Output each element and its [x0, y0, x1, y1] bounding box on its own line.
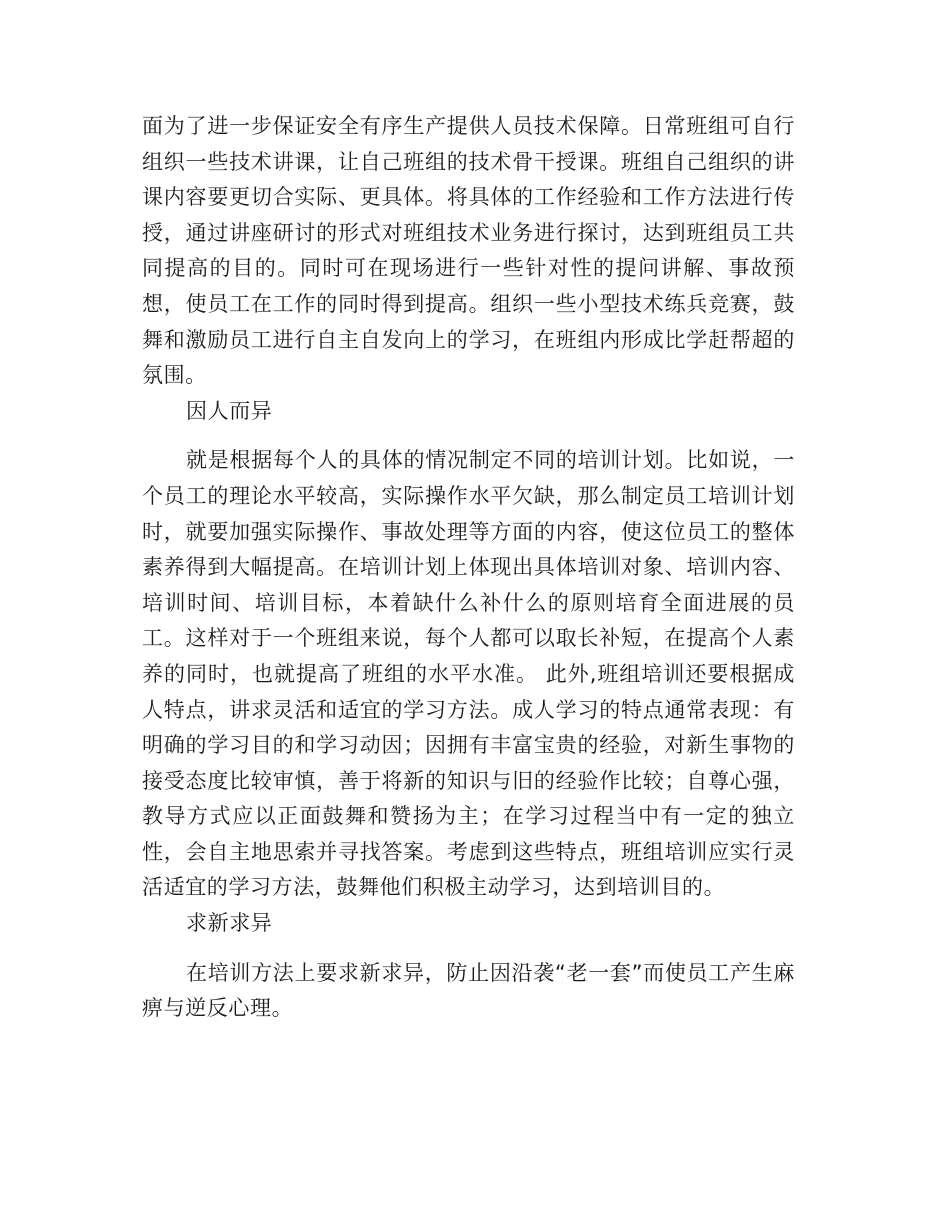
section-heading-individualized: 因人而异 [186, 398, 273, 423]
paragraph-technical-training: 面为了进一步保证安全有序生产提供人员技术保障。日常班组可自行组织一些技术讲课，让自己班组的技术骨干授课。班组自己组织的讲课内容要更切合实际、更具体。将具体的工作经验和工作方法进行传授，通过讲座研讨的形式对班组技术业务进行探讨，达到班组员工共同提高的目的。同时可在现场进行一些针对性的提问讲解、事故预想，使员工在工作的同时得到提高。组织一些小型技术练兵竞赛，鼓舞和激励员工进行自主自发向上的学习，在班组内形成比学赶帮超的氛围。 [142, 114, 795, 388]
document-body [142, 109, 795, 1027]
paragraph-innovation-methods: 在培训方法上要求新求异，防止因沿袭“老一套”而使员工产生麻痹与逆反心理。 [142, 960, 795, 1021]
paragraph-individualized-training: 就是根据每个人的具体的情况制定不同的培训计划。比如说，一个员工的理论水平较高，实际操作水平欠缺，那么制定员工培训计划时，就要加强实际操作、事故处理等方面的内容，使这位员工的整体素养得到大幅提高。在培训计划上体现出具体培训对象、培训内容、培训时间、培训目标，本着缺什么补什么的原则培育全面进展的员工。这样对于一个班组来说，每个人都可以取长补短，在提高个人素养的同时，也就提高了班组的水平水准。 此外,班组培训还要根据成人特点，讲求灵活和适宜的学习方法。成人学习的特点通常表现：有明确的学习目的和学习动因；因拥有丰富宝贵的经验，对新生事物的接受态度比较审慎，善于将新的知识与旧的经验作比较；自尊心强，教导方式应以正面鼓舞和赞扬为主；在学习过程当中有一定的独立性，会自主地思索并寻找答案。考虑到这些特点，班组培训应实行灵活适宜的学习方法，鼓舞他们积极主动学习，达到培训目的。 [142, 448, 795, 900]
section-heading-innovation: 求新求异 [186, 911, 273, 936]
